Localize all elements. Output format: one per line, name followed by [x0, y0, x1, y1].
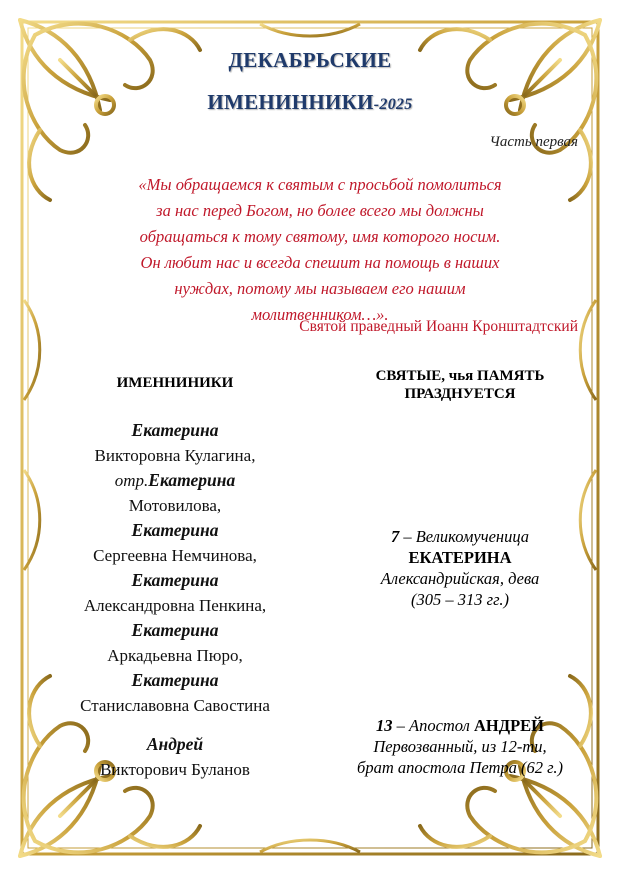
quote-line: обращаться к тому святому, имя которого носим. — [139, 227, 501, 246]
saint-name: ЕКАТЕРИНА — [408, 548, 512, 567]
saint-day: 7 — [390, 527, 400, 546]
page-title-line2 — [0, 90, 620, 115]
saint-name: АНДРЕЙ — [473, 716, 544, 735]
page-title-year: -2025 — [373, 96, 413, 113]
quote-line: Он любит нас и всегда спешит на помощь в наших — [140, 253, 500, 272]
page-title-main: ИМЕНИННИКИ — [207, 90, 374, 114]
saints-column-header — [340, 367, 580, 403]
saint-dates: брат апостола Петра (62 г.) — [357, 758, 563, 777]
list-item — [50, 668, 300, 718]
part-label: Часть первая — [489, 134, 578, 150]
list-item — [50, 518, 300, 568]
quote-line: молитвенником…». — [251, 305, 389, 324]
namesake-name: Екатерина — [148, 470, 236, 490]
saints-header-line1: СВЯТЫЕ, чья ПАМЯТЬ — [375, 368, 545, 384]
list-item — [50, 618, 300, 668]
quote-line: нуждах, потому мы называем его нашим — [174, 279, 466, 298]
namesake-rest: Сергеевна Немчинова, — [93, 546, 257, 565]
namesake-name: Андрей — [146, 734, 204, 754]
saint-title: Великомученица — [415, 527, 530, 546]
namesake-name: Екатерина — [131, 520, 219, 540]
page-title-line1: ДЕКАБРЬСКИЕ — [228, 48, 392, 72]
list-item — [50, 468, 300, 518]
namesake-rest: Мотовилова, — [128, 496, 222, 515]
namesake-name: Екатерина — [131, 670, 219, 690]
namesakes-column-header: ИМЕННИНИКИ — [116, 375, 234, 391]
namesake-rest: Александровна Пенкина, — [83, 596, 267, 615]
saint-desc: Александрийская, дева — [380, 569, 540, 588]
list-item — [50, 732, 300, 782]
quote-line: «Мы обращаемся к святым с просьбой помолиться — [138, 175, 502, 194]
quote-author: Святой праведный Иоанн Кронштадтский — [299, 318, 578, 335]
namesake-rest: Викторович Буланов — [100, 760, 250, 779]
saint-dates: (305 – 313 гг.) — [411, 590, 509, 609]
namesake-name: Екатерина — [131, 420, 219, 440]
quote-block — [70, 172, 570, 328]
namesakes-list — [50, 418, 300, 782]
namesake-rest: Станиславовна Савостина — [80, 696, 270, 715]
saints-header-line2: ПРАЗДНУЕТСЯ — [404, 386, 516, 402]
namesake-name: Екатерина — [131, 620, 219, 640]
namesake-rest: Аркадьевна Пюро, — [107, 646, 243, 665]
namesake-name: Екатерина — [131, 570, 219, 590]
list-item — [50, 568, 300, 618]
saint-entry: 13 – Апостол АНДРЕЙ Первозванный, из 12-ти, брат апостола Петра (62 г.) — [320, 715, 600, 778]
saint-title: Апостол — [408, 716, 470, 735]
saint-day: 13 — [375, 716, 393, 735]
namesake-rest: Викторовна Кулагина, — [94, 446, 256, 465]
list-item — [50, 418, 300, 468]
namesake-prefix: отр. — [114, 471, 149, 490]
saint-desc: Первозванный, из 12-ти, — [373, 737, 547, 756]
saint-entry: 7 – Великомученица ЕКАТЕРИНА Александрийская, дева (305 – 313 гг.) — [330, 526, 590, 610]
quote-line: за нас перед Богом, но более всего мы должны — [156, 201, 484, 220]
